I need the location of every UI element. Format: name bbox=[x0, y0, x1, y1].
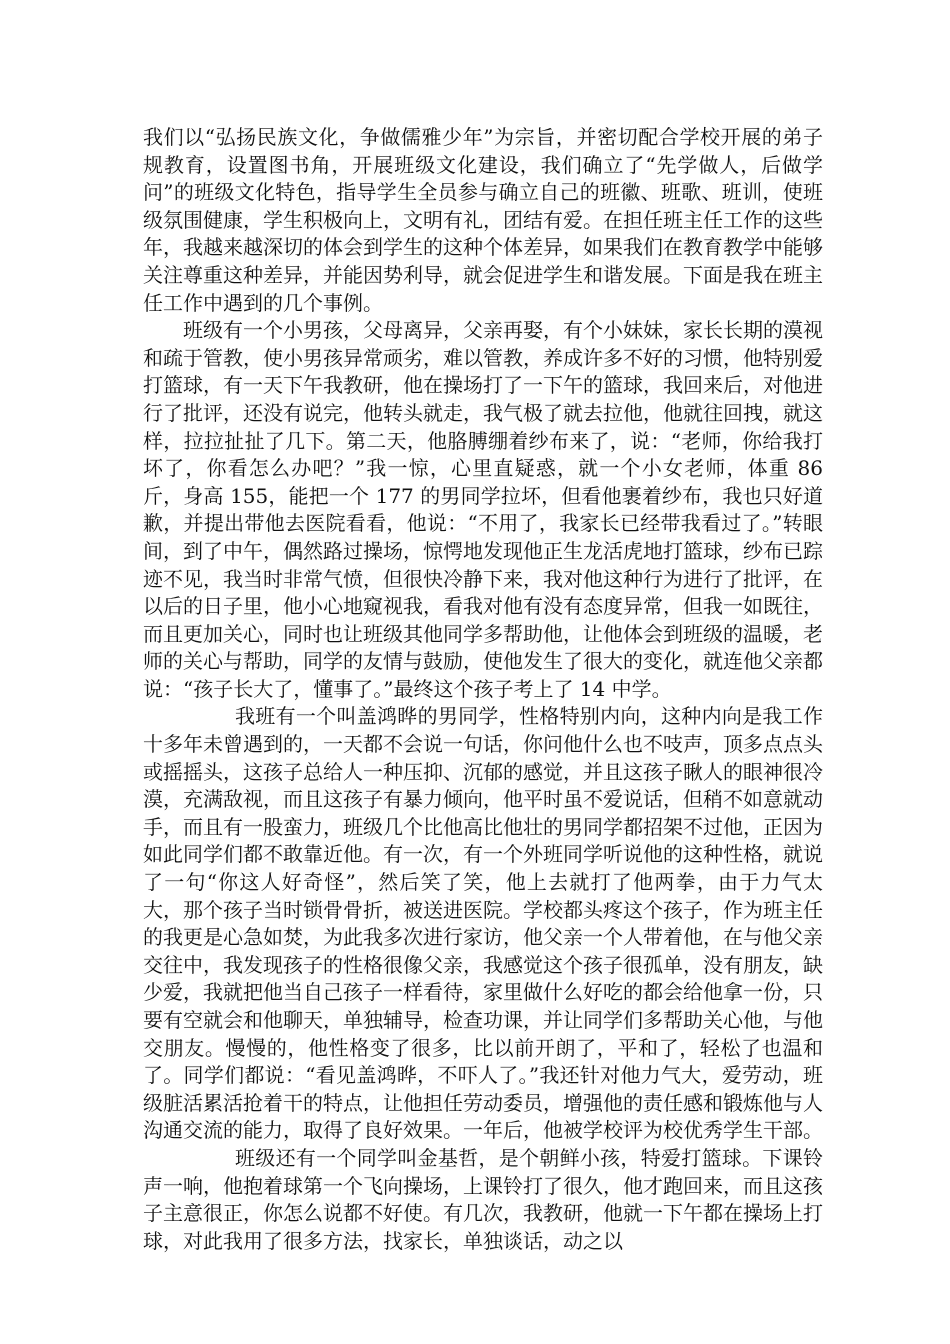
paragraph-intro: 我们以“弘扬民族文化，争做儒雅少年”为宗旨，并密切配合学校开展的弟子规教育，设置图书角，开展班级文化建设，我们确立了“先学做人，后做学问”的班级文化特色，指导学生全员参与确立自己的班徽、班歌、班训，使班级氛围健康，学生积极向上，文明有礼，团结有爱。在担任班主任工作的这些年，我越来越深切的体会到学生的这种个体差异，如果我们在教育教学中能够关注尊重这种差异，并能因势利导，就会促进学生和谐发展。下面是我在班主任工作中遇到的几个事例。 bbox=[143, 125, 823, 315]
paragraph-case-2: 我班有一个叫盖鸿晔的男同学，性格特别内向，这种内向是我工作十多年未曾遇到的，一天都不会说一句话，你问他什么也不吱声，顶多点点头或摇摇头，这孩子总给人一种压抑、沉郁的感觉，并且这孩子瞅人的眼神很冷漠，充满敌视，而且这孩子有暴力倾向，他平时虽不爱说话，但稍不如意就动手，而且有一股蛮力，班级几个比他高比他壮的男同学都招架不过他，正因为如此同学们都不敢靠近他。有一次，有一个外班同学听说他的这种性格，就说了一句“你这人好奇怪”，然后笑了笑，他上去就打了他两拳，由于力气太大，那个孩子当时锁骨骨折，被送进医院。学校都头疼这个孩子，作为班主任的我更是心急如焚，为此我多次进行家访，他父亲一个人带着他，在与他父亲交往中，我发现孩子的性格很像父亲，我感觉这个孩子很孤单，没有朋友，缺少爱，我就把他当自己孩子一样看待，家里做什么好吃的都会给他拿一份，只要有空就会和他聊天，单独辅导，检查功课，并让同学们多帮助关心他，与他交朋友。慢慢的，他性格变了很多，比以前开朗了，平和了，轻松了也温和了。同学们都说：“看见盖鸿晔，不吓人了。”我还针对他力气大，爱劳动，班级脏活累活抢着干的特点，让他担任劳动委员，增强他的责任感和锻炼他与人沟通交流的能力，取得了良好效果。一年后，他被学校评为校优秀学生干部。 bbox=[143, 704, 823, 1143]
paragraph-case-1: 班级有一个小男孩，父母离异，父亲再娶，有个小妹妹，家长长期的漠视和疏于管教，使小男孩异常顽劣，难以管教，养成许多不好的习惯，他特别爱打篮球，有一天下午我教研，他在操场打了一下午的篮球，我回来后，对他进行了批评，还没有说完，他转头就走，我气极了就去拉他，他就往回拽，就这样，拉拉扯扯了几下。第二天，他胳膊绷着纱布来了，说：“老师，你给我打坏了，你看怎么办吧？”我一惊，心里直疑惑，就一个小女老师，体重 86 斤，身高 155，能把一个 177 的男同学拉坏，但看他裹着纱布，我也只好道歉，并提出带他去医院看看，他说：“不用了，我家长已经带我看过了。”转眼间，到了中午，偶然路过操场，惊愕地发现他正生龙活虎地打篮球，纱布已踪迹不见，我当时非常气愤，但很快冷静下来，我对他这种行为进行了批评，在以后的日子里，他小心地窥视我，看我对他有没有态度异常，但我一如既往，而且更加关心，同时也让班级其他同学多帮助他，让他体会到班级的温暖，老师的关心与帮助，同学的友情与鼓励，使他发生了很大的变化，就连他父亲都说：“孩子长大了，懂事了。”最终这个孩子考上了 14 中学。 bbox=[143, 318, 823, 701]
paragraph-case-3: 班级还有一个同学叫金基哲，是个朝鲜小孩，特爱打篮球。下课铃声一响，他抱着球第一个飞向操场，上课铃打了很久，他才跑回来，而且这孩子主意很正，你怎么说都不好使。有几次，我教研，他就一下午都在操场上打球，对此我用了很多方法，找家长，单独谈话，动之以 bbox=[143, 1145, 823, 1253]
document-body bbox=[143, 124, 823, 1255]
